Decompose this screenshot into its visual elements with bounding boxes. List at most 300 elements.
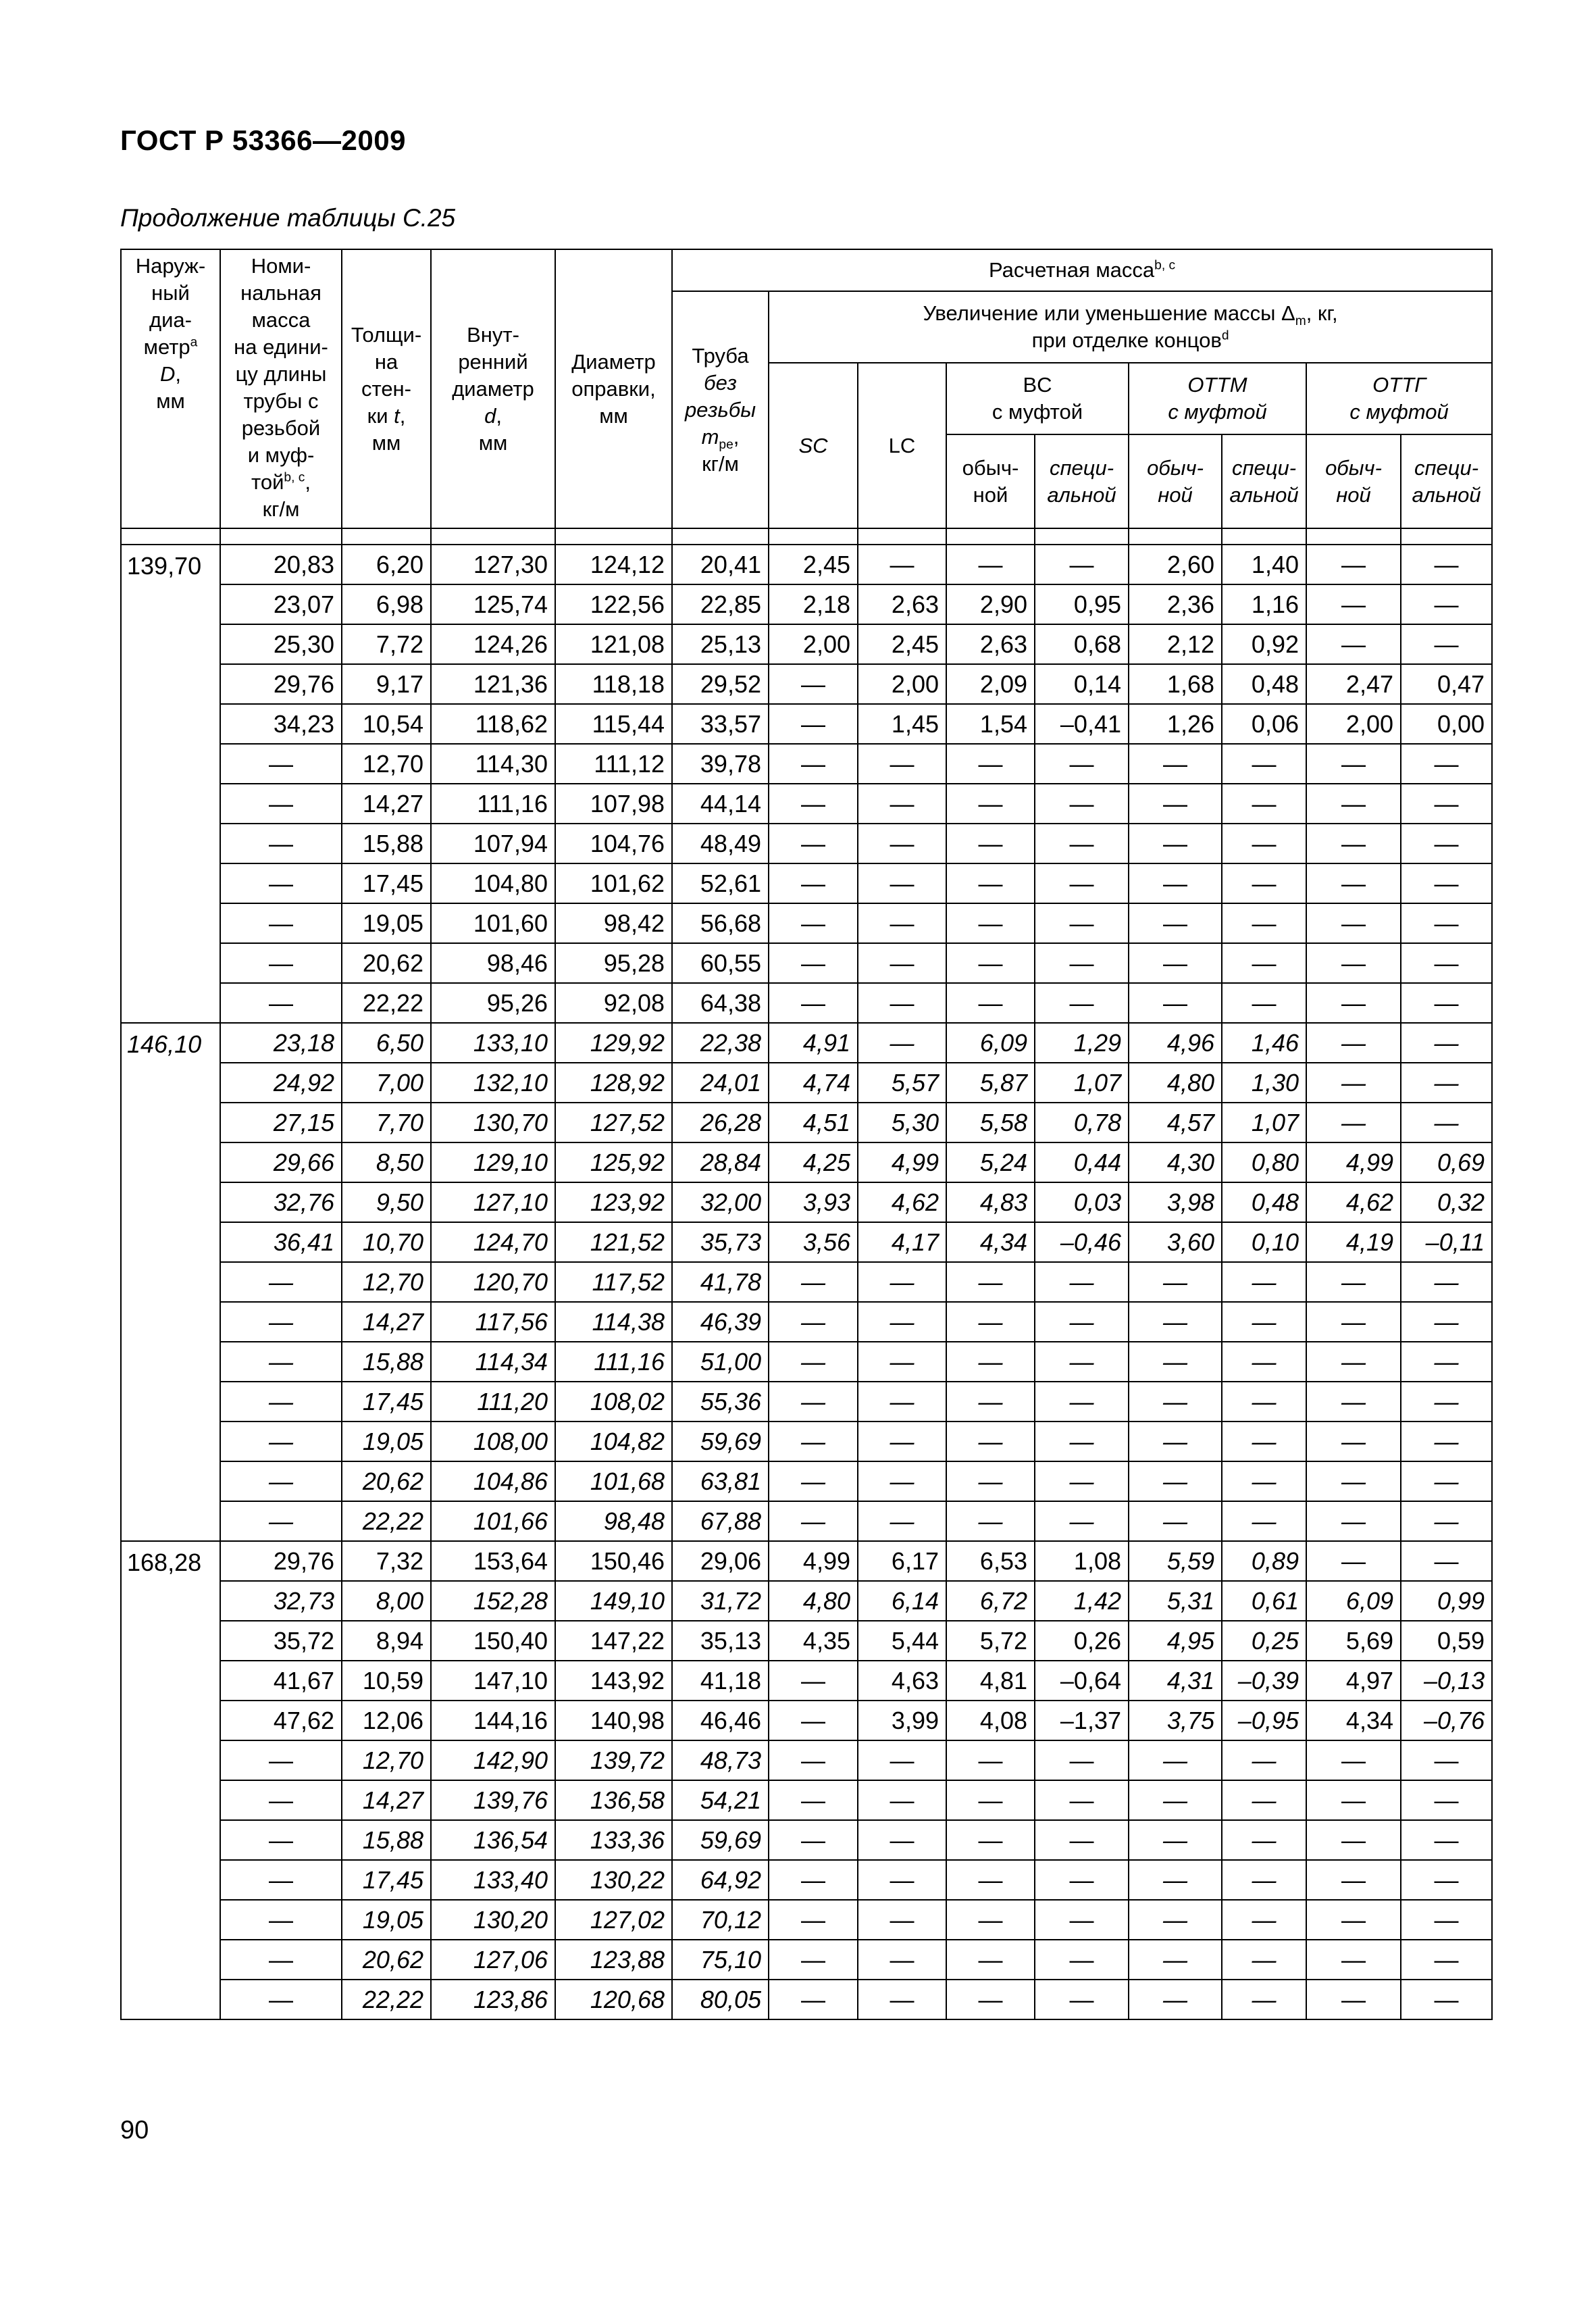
table-cell: — bbox=[769, 704, 858, 744]
table-cell: — bbox=[858, 943, 946, 983]
table-row bbox=[121, 1541, 1492, 1581]
table-row bbox=[121, 1860, 1492, 1900]
table-cell: 29,52 bbox=[672, 664, 769, 704]
table-cell: — bbox=[1306, 1382, 1401, 1422]
table-cell: — bbox=[946, 1422, 1035, 1461]
table-cell: 59,69 bbox=[672, 1422, 769, 1461]
table-cell: — bbox=[1401, 943, 1492, 983]
table-cell: — bbox=[1401, 1860, 1492, 1900]
table-cell: 111,12 bbox=[555, 744, 672, 784]
table-cell: 1,46 bbox=[1222, 1023, 1306, 1063]
table-cell: 23,18 bbox=[220, 1023, 342, 1063]
table-cell: — bbox=[220, 1900, 342, 1940]
table-cell: 6,17 bbox=[858, 1541, 946, 1581]
table-cell: 5,44 bbox=[858, 1621, 946, 1661]
table-cell: 2,36 bbox=[1129, 584, 1222, 624]
table-cell: — bbox=[1129, 983, 1222, 1023]
table-cell: –0,39 bbox=[1222, 1661, 1306, 1701]
table-cell: 32,73 bbox=[220, 1581, 342, 1621]
table-cell: — bbox=[1401, 1940, 1492, 1980]
table-cell: — bbox=[1129, 1382, 1222, 1422]
table-cell: 6,09 bbox=[1306, 1581, 1401, 1621]
table-cell: 101,62 bbox=[555, 863, 672, 903]
table-body bbox=[121, 528, 1492, 2019]
table-cell: 60,55 bbox=[672, 943, 769, 983]
table-cell: 4,80 bbox=[1129, 1063, 1222, 1103]
table-cell: — bbox=[769, 1740, 858, 1780]
table-cell: — bbox=[1222, 1780, 1306, 1820]
table-cell: 1,45 bbox=[858, 704, 946, 744]
table-cell: 104,76 bbox=[555, 824, 672, 863]
table-row bbox=[121, 1342, 1492, 1382]
table-cell: 123,88 bbox=[555, 1940, 672, 1980]
table-cell: 0,99 bbox=[1401, 1581, 1492, 1621]
table-cell: — bbox=[1306, 744, 1401, 784]
table-cell: — bbox=[1035, 863, 1129, 903]
table-cell: 111,20 bbox=[431, 1382, 555, 1422]
table-cell: 127,02 bbox=[555, 1900, 672, 1940]
table-row bbox=[121, 983, 1492, 1023]
pipe-mass-table bbox=[120, 249, 1493, 2020]
table-cell: — bbox=[1401, 1900, 1492, 1940]
table-cell: 2,45 bbox=[769, 545, 858, 584]
table-cell: 32,76 bbox=[220, 1182, 342, 1222]
table-cell: 20,62 bbox=[342, 1940, 431, 1980]
table-cell: — bbox=[1306, 1980, 1401, 2019]
table-cell: — bbox=[1035, 1940, 1129, 1980]
table-row bbox=[121, 1182, 1492, 1222]
table-cell: 1,07 bbox=[1222, 1103, 1306, 1142]
table-cell: — bbox=[946, 943, 1035, 983]
table-cell: 47,62 bbox=[220, 1701, 342, 1740]
table-cell: — bbox=[220, 1780, 342, 1820]
table-cell: 22,38 bbox=[672, 1023, 769, 1063]
table-cell: 1,16 bbox=[1222, 584, 1306, 624]
table-cell: — bbox=[769, 744, 858, 784]
table-cell: 0,10 bbox=[1222, 1222, 1306, 1262]
table-cell: — bbox=[1035, 1900, 1129, 1940]
table-cell: 4,17 bbox=[858, 1222, 946, 1262]
table-cell: 9,17 bbox=[342, 664, 431, 704]
table-cell: — bbox=[858, 1382, 946, 1422]
table-cell: — bbox=[1306, 1422, 1401, 1461]
table-cell: — bbox=[1401, 1103, 1492, 1142]
table-cell: 20,62 bbox=[342, 943, 431, 983]
header-sc: SC bbox=[769, 363, 858, 528]
table-cell: 6,09 bbox=[946, 1023, 1035, 1063]
table-cell: — bbox=[1129, 943, 1222, 983]
table-cell: — bbox=[1035, 983, 1129, 1023]
table-cell: 149,10 bbox=[555, 1581, 672, 1621]
table-cell: — bbox=[769, 1422, 858, 1461]
table-cell: — bbox=[1222, 1860, 1306, 1900]
table-cell: — bbox=[1035, 1302, 1129, 1342]
table-cell: — bbox=[1401, 983, 1492, 1023]
table-cell: — bbox=[1306, 943, 1401, 983]
table-cell: 125,92 bbox=[555, 1142, 672, 1182]
table-cell: 4,19 bbox=[1306, 1222, 1401, 1262]
table-cell: — bbox=[946, 1302, 1035, 1342]
table-row bbox=[121, 824, 1492, 863]
table-cell: 140,98 bbox=[555, 1701, 672, 1740]
table-cell: 143,92 bbox=[555, 1661, 672, 1701]
table-cell: 80,05 bbox=[672, 1980, 769, 2019]
table-cell: — bbox=[769, 1661, 858, 1701]
header-drift-diameter: Диаметр оправки, мм bbox=[555, 249, 672, 528]
table-cell: — bbox=[1401, 1262, 1492, 1302]
table-cell: — bbox=[1129, 1780, 1222, 1820]
table-cell: — bbox=[946, 983, 1035, 1023]
table-cell: — bbox=[220, 1262, 342, 1302]
table-cell: 0,00 bbox=[1401, 704, 1492, 744]
table-cell: 20,83 bbox=[220, 545, 342, 584]
table-cell: 4,34 bbox=[946, 1222, 1035, 1262]
table-cell: — bbox=[1222, 983, 1306, 1023]
table-row bbox=[121, 545, 1492, 584]
table-cell: — bbox=[1035, 1342, 1129, 1382]
table-cell: 46,39 bbox=[672, 1302, 769, 1342]
table-cell: — bbox=[769, 1461, 858, 1501]
table-cell: 8,50 bbox=[342, 1142, 431, 1182]
table-cell: 4,62 bbox=[858, 1182, 946, 1222]
table-cell: 24,92 bbox=[220, 1063, 342, 1103]
table-cell: 129,10 bbox=[431, 1142, 555, 1182]
table-cell: — bbox=[1222, 1820, 1306, 1860]
table-cell: — bbox=[1222, 1422, 1306, 1461]
table-cell: — bbox=[1222, 903, 1306, 943]
table-cell: 4,25 bbox=[769, 1142, 858, 1182]
table-cell: — bbox=[1129, 903, 1222, 943]
table-row bbox=[121, 1262, 1492, 1302]
table-cell: 51,00 bbox=[672, 1342, 769, 1382]
table-cell: 142,90 bbox=[431, 1740, 555, 1780]
table-cell: 31,72 bbox=[672, 1581, 769, 1621]
table-row bbox=[121, 1501, 1492, 1541]
table-cell: — bbox=[1222, 1980, 1306, 2019]
table-cell: — bbox=[1129, 1302, 1222, 1342]
table-cell: — bbox=[1306, 784, 1401, 824]
table-cell: 41,18 bbox=[672, 1661, 769, 1701]
table-cell: 124,26 bbox=[431, 624, 555, 664]
header-bc-regular: обыч- ной bbox=[946, 434, 1035, 528]
table-cell: 101,60 bbox=[431, 903, 555, 943]
table-cell: — bbox=[1035, 1262, 1129, 1302]
table-cell: — bbox=[1035, 1501, 1129, 1541]
table-cell: 4,91 bbox=[769, 1023, 858, 1063]
table-cell: 108,02 bbox=[555, 1382, 672, 1422]
table-cell: 7,70 bbox=[342, 1103, 431, 1142]
table-cell: — bbox=[946, 1740, 1035, 1780]
table-cell: — bbox=[946, 824, 1035, 863]
table-cell: — bbox=[220, 1940, 342, 1980]
table-cell: 34,23 bbox=[220, 704, 342, 744]
table-cell: — bbox=[946, 1860, 1035, 1900]
table-cell: — bbox=[1306, 863, 1401, 903]
table-cell: 33,57 bbox=[672, 704, 769, 744]
table-cell: 2,12 bbox=[1129, 624, 1222, 664]
table-cell: 20,62 bbox=[342, 1461, 431, 1501]
table-cell: –0,95 bbox=[1222, 1701, 1306, 1740]
table-cell: 150,40 bbox=[431, 1621, 555, 1661]
standard-title: ГОСТ Р 53366—2009 bbox=[120, 124, 406, 156]
table-cell: 29,66 bbox=[220, 1142, 342, 1182]
table-cell: 136,54 bbox=[431, 1820, 555, 1860]
table-cell: — bbox=[858, 744, 946, 784]
table-cell: — bbox=[1035, 744, 1129, 784]
table-cell: 1,29 bbox=[1035, 1023, 1129, 1063]
table-cell: 0,59 bbox=[1401, 1621, 1492, 1661]
page-number: 90 bbox=[120, 2116, 149, 2144]
table-cell: — bbox=[1306, 1501, 1401, 1541]
table-cell: 54,21 bbox=[672, 1780, 769, 1820]
table-cell: 6,20 bbox=[342, 545, 431, 584]
table-cell: 2,60 bbox=[1129, 545, 1222, 584]
table-cell: — bbox=[858, 1940, 946, 1980]
table-cell: 17,45 bbox=[342, 1860, 431, 1900]
table-cell: 139,72 bbox=[555, 1740, 672, 1780]
table-cell: 98,48 bbox=[555, 1501, 672, 1541]
table-cell: 114,34 bbox=[431, 1342, 555, 1382]
table-cell: — bbox=[220, 1740, 342, 1780]
table-cell: 48,49 bbox=[672, 824, 769, 863]
table-cell: — bbox=[858, 903, 946, 943]
table-cell: 1,26 bbox=[1129, 704, 1222, 744]
table-cell: 9,50 bbox=[342, 1182, 431, 1222]
table-cell: 124,12 bbox=[555, 545, 672, 584]
table-cell: 152,28 bbox=[431, 1581, 555, 1621]
table-cell: — bbox=[1306, 1063, 1401, 1103]
table-cell: — bbox=[1222, 863, 1306, 903]
table-cell: 123,92 bbox=[555, 1182, 672, 1222]
table-cell: — bbox=[1401, 1780, 1492, 1820]
table-cell: — bbox=[1035, 1860, 1129, 1900]
table-cell: 28,84 bbox=[672, 1142, 769, 1182]
table-cell: — bbox=[1306, 1262, 1401, 1302]
table-cell: 8,00 bbox=[342, 1581, 431, 1621]
table-cell: — bbox=[858, 1461, 946, 1501]
table-row bbox=[121, 624, 1492, 664]
table-cell: 120,70 bbox=[431, 1262, 555, 1302]
table-cell: — bbox=[858, 824, 946, 863]
table-cell: 5,31 bbox=[1129, 1581, 1222, 1621]
table-cell: 136,58 bbox=[555, 1780, 672, 1820]
header-wall-thickness: Толщи- на стен- ки t, мм bbox=[342, 249, 431, 528]
table-cell: 44,14 bbox=[672, 784, 769, 824]
table-cell: 64,92 bbox=[672, 1860, 769, 1900]
table-cell: 22,22 bbox=[342, 1501, 431, 1541]
table-cell: 4,57 bbox=[1129, 1103, 1222, 1142]
table-cell: — bbox=[769, 824, 858, 863]
table-cell: — bbox=[1306, 1023, 1401, 1063]
table-row bbox=[121, 1103, 1492, 1142]
outer-diameter-cell: 146,10 bbox=[121, 1023, 220, 1541]
table-cell: — bbox=[1035, 1980, 1129, 2019]
table-cell: 1,40 bbox=[1222, 545, 1306, 584]
header-bc-special: специ- альной bbox=[1035, 434, 1129, 528]
table-cell: — bbox=[769, 943, 858, 983]
table-cell: 19,05 bbox=[342, 903, 431, 943]
table-cell: — bbox=[769, 784, 858, 824]
table-cell: — bbox=[1401, 824, 1492, 863]
table-cell: — bbox=[1035, 824, 1129, 863]
table-cell: 92,08 bbox=[555, 983, 672, 1023]
table-cell: 111,16 bbox=[555, 1342, 672, 1382]
table-cell: 5,57 bbox=[858, 1063, 946, 1103]
table-cell: — bbox=[769, 1701, 858, 1740]
table-cell: — bbox=[1401, 1820, 1492, 1860]
table-cell: — bbox=[1129, 784, 1222, 824]
table-cell: — bbox=[220, 863, 342, 903]
table-cell: 4,63 bbox=[858, 1661, 946, 1701]
table-cell: — bbox=[858, 1980, 946, 2019]
table-cell: — bbox=[220, 1820, 342, 1860]
table-cell: — bbox=[1222, 1461, 1306, 1501]
table-cell: 4,31 bbox=[1129, 1661, 1222, 1701]
header-ottm-regular: обыч- ной bbox=[1129, 434, 1222, 528]
table-cell: 4,83 bbox=[946, 1182, 1035, 1222]
table-cell: — bbox=[220, 1342, 342, 1382]
table-cell: –0,46 bbox=[1035, 1222, 1129, 1262]
table-cell: — bbox=[220, 824, 342, 863]
table-cell: 98,42 bbox=[555, 903, 672, 943]
table-cell: — bbox=[1129, 1860, 1222, 1900]
table-cell: 25,13 bbox=[672, 624, 769, 664]
table-cell: — bbox=[946, 784, 1035, 824]
table-cell: 5,59 bbox=[1129, 1541, 1222, 1581]
table-cell: 147,10 bbox=[431, 1661, 555, 1701]
table-cell: 35,72 bbox=[220, 1621, 342, 1661]
table-row bbox=[121, 1900, 1492, 1940]
table-row bbox=[121, 1461, 1492, 1501]
table-cell: 7,32 bbox=[342, 1541, 431, 1581]
table-cell: — bbox=[1035, 1382, 1129, 1422]
table-cell: — bbox=[1222, 1900, 1306, 1940]
table-cell: — bbox=[1222, 1302, 1306, 1342]
header-plain-pipe: Труба без резьбы $m_{pe}$, кг/м bbox=[672, 291, 769, 528]
table-cell: — bbox=[220, 1461, 342, 1501]
table-cell: — bbox=[946, 1820, 1035, 1860]
table-cell: — bbox=[1035, 1740, 1129, 1780]
table-cell: 0,69 bbox=[1401, 1142, 1492, 1182]
table-cell: — bbox=[1401, 1501, 1492, 1541]
table-cell: — bbox=[858, 1023, 946, 1063]
table-cell: — bbox=[220, 1422, 342, 1461]
table-cell: 3,99 bbox=[858, 1701, 946, 1740]
table-row bbox=[121, 1581, 1492, 1621]
table-cell: — bbox=[769, 1940, 858, 1980]
table-cell: 4,99 bbox=[1306, 1142, 1401, 1182]
table-cell: 4,95 bbox=[1129, 1621, 1222, 1661]
table-cell: 7,00 bbox=[342, 1063, 431, 1103]
table-cell: 19,05 bbox=[342, 1422, 431, 1461]
table-cell: –0,41 bbox=[1035, 704, 1129, 744]
table-cell: — bbox=[946, 1382, 1035, 1422]
table-cell: — bbox=[1401, 903, 1492, 943]
table-cell: 2,63 bbox=[946, 624, 1035, 664]
table-cell: — bbox=[769, 1342, 858, 1382]
table-cell: — bbox=[769, 1980, 858, 2019]
table-cell: 2,90 bbox=[946, 584, 1035, 624]
table-cell: 36,41 bbox=[220, 1222, 342, 1262]
table-row bbox=[121, 1382, 1492, 1422]
table-cell: — bbox=[1401, 744, 1492, 784]
table-cell: — bbox=[1035, 1780, 1129, 1820]
table-cell: 5,30 bbox=[858, 1103, 946, 1142]
table-cell: 15,88 bbox=[342, 1820, 431, 1860]
table-cell: 128,92 bbox=[555, 1063, 672, 1103]
table-cell: — bbox=[858, 1820, 946, 1860]
table-cell: — bbox=[220, 1980, 342, 2019]
table-cell: 101,66 bbox=[431, 1501, 555, 1541]
table-cell: 117,56 bbox=[431, 1302, 555, 1342]
table-cell: — bbox=[1222, 1262, 1306, 1302]
table-cell: — bbox=[1035, 545, 1129, 584]
header-bc: BC с муфтой bbox=[946, 363, 1129, 434]
table-cell: — bbox=[1401, 1023, 1492, 1063]
table-row bbox=[121, 1820, 1492, 1860]
table-cell: 120,68 bbox=[555, 1980, 672, 2019]
table-cell: 32,00 bbox=[672, 1182, 769, 1222]
table-cell: — bbox=[946, 1262, 1035, 1302]
table-cell: 22,85 bbox=[672, 584, 769, 624]
table-row bbox=[121, 863, 1492, 903]
table-cell: 23,07 bbox=[220, 584, 342, 624]
table-cell: — bbox=[1306, 1342, 1401, 1382]
table-cell: — bbox=[769, 1262, 858, 1302]
table-cell: — bbox=[769, 863, 858, 903]
table-cell: 130,70 bbox=[431, 1103, 555, 1142]
table-cell: 2,00 bbox=[858, 664, 946, 704]
table-cell: 6,72 bbox=[946, 1581, 1035, 1621]
table-cell: — bbox=[946, 863, 1035, 903]
table-cell: — bbox=[1129, 1980, 1222, 2019]
header-ottm-special: специ- альной bbox=[1222, 434, 1306, 528]
table-cell: 4,30 bbox=[1129, 1142, 1222, 1182]
table-cell: 0,44 bbox=[1035, 1142, 1129, 1182]
table-row bbox=[121, 664, 1492, 704]
table-row bbox=[121, 1940, 1492, 1980]
table-cell: 123,86 bbox=[431, 1980, 555, 2019]
table-cell: 55,36 bbox=[672, 1382, 769, 1422]
table-cell: 70,12 bbox=[672, 1900, 769, 1940]
table-cell: 12,70 bbox=[342, 1262, 431, 1302]
table-cell: 1,42 bbox=[1035, 1581, 1129, 1621]
table-cell: — bbox=[769, 1501, 858, 1541]
table-cell: — bbox=[946, 545, 1035, 584]
table-cell: 12,70 bbox=[342, 1740, 431, 1780]
table-cell: –0,76 bbox=[1401, 1701, 1492, 1740]
table-cell: — bbox=[1222, 1501, 1306, 1541]
table-cell: — bbox=[1401, 863, 1492, 903]
table-cell: — bbox=[1035, 784, 1129, 824]
header-ottm: ОТТМ с муфтой bbox=[1129, 363, 1306, 434]
header-lc: LC bbox=[858, 363, 946, 528]
table-cell: — bbox=[858, 1780, 946, 1820]
table-cell: 17,45 bbox=[342, 1382, 431, 1422]
table-cell: 4,35 bbox=[769, 1621, 858, 1661]
table-cell: — bbox=[946, 903, 1035, 943]
table-cell: 4,08 bbox=[946, 1701, 1035, 1740]
table-cell: — bbox=[1306, 903, 1401, 943]
table-cell: 124,70 bbox=[431, 1222, 555, 1262]
table-cell: 10,70 bbox=[342, 1222, 431, 1262]
table-cell: 2,00 bbox=[1306, 704, 1401, 744]
table-cell: 4,99 bbox=[858, 1142, 946, 1182]
header-ottg-regular: обыч- ной bbox=[1306, 434, 1401, 528]
table-cell: 4,81 bbox=[946, 1661, 1035, 1701]
table-cell: 127,10 bbox=[431, 1182, 555, 1222]
table-cell: 0,06 bbox=[1222, 704, 1306, 744]
